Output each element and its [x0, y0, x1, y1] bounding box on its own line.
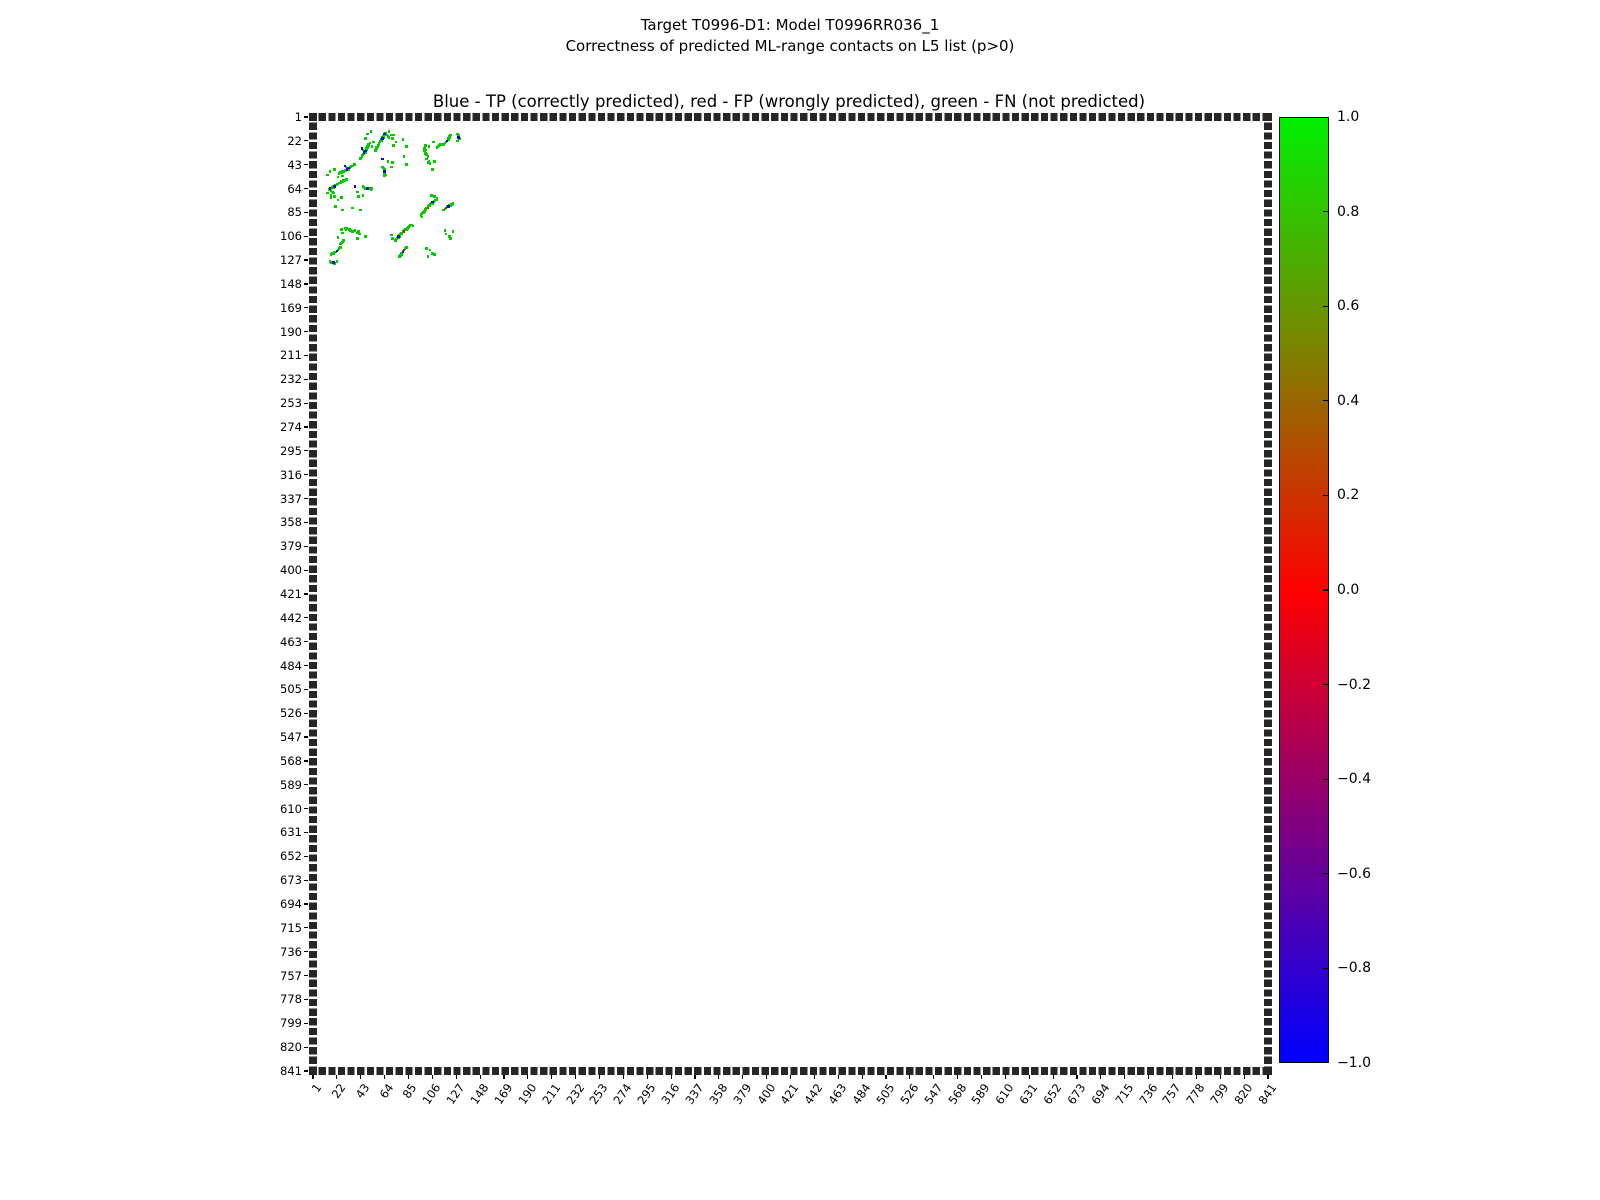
x-tick-mark — [790, 1075, 791, 1079]
colorbar-tick-mark — [1323, 873, 1329, 874]
x-tick-label: 400 — [754, 1081, 779, 1108]
contact-dot-fn — [337, 236, 340, 239]
plot-border-corner — [309, 113, 317, 121]
contact-dot-fn — [424, 144, 427, 147]
contact-dot-fn — [429, 249, 432, 252]
colorbar-tick-label: 0.0 — [1337, 582, 1360, 598]
contact-dot-fn — [412, 225, 415, 228]
x-tick-mark — [408, 1075, 409, 1079]
y-tick-label: 442 — [280, 610, 302, 625]
x-tick-mark — [599, 1075, 600, 1079]
x-tick-mark — [480, 1075, 481, 1079]
contact-dot-fn — [383, 175, 386, 178]
x-tick-mark — [360, 1075, 361, 1079]
y-tick-label: 652 — [280, 849, 302, 864]
contact-dot-tp — [344, 165, 347, 168]
plot-border-corner — [1264, 113, 1272, 121]
x-tick-label: 820 — [1231, 1081, 1256, 1108]
contact-dot-tp — [397, 235, 400, 238]
contact-dot-fn — [436, 146, 439, 149]
contact-dot-tp — [336, 250, 339, 253]
contact-dot-fn — [364, 137, 367, 140]
x-tick-label: 85 — [400, 1081, 420, 1102]
x-tick-label: 148 — [467, 1081, 492, 1108]
y-tick-label: 127 — [280, 253, 302, 268]
x-tick-mark — [909, 1075, 910, 1079]
contact-dot-fn — [428, 145, 431, 148]
contact-dot-fn — [425, 247, 428, 250]
y-tick-label: 463 — [280, 634, 302, 649]
contact-dot-fn — [359, 209, 362, 212]
y-tick-label: 64 — [287, 181, 302, 196]
x-tick-label: 778 — [1183, 1081, 1208, 1108]
y-tick-mark — [304, 593, 308, 594]
y-tick-mark — [304, 259, 308, 260]
x-tick-label: 442 — [801, 1081, 826, 1108]
contact-dot-fp — [403, 230, 406, 233]
x-tick-label: 736 — [1136, 1081, 1161, 1108]
x-tick-mark — [1053, 1075, 1054, 1079]
colorbar-tick-mark — [1323, 589, 1329, 590]
x-tick-mark — [503, 1075, 504, 1079]
contact-dot-fn — [405, 145, 408, 148]
x-tick-mark — [1220, 1075, 1221, 1079]
contact-dot-fn — [431, 168, 434, 171]
plot-border-right — [1264, 113, 1272, 1075]
contact-dot-tp — [329, 187, 332, 190]
contact-dot-tp — [366, 187, 369, 190]
contact-dot-fn — [442, 209, 445, 212]
colorbar-tick-label: 1.0 — [1337, 109, 1360, 125]
colorbar-tick-mark — [1323, 968, 1329, 969]
y-tick-label: 505 — [280, 682, 302, 697]
contact-dot-fn — [372, 141, 375, 144]
x-tick-mark — [647, 1075, 648, 1079]
colorbar-tick-label: −0.2 — [1337, 676, 1371, 693]
contact-dot-fn — [391, 161, 394, 164]
colorbar-tick-mark — [1323, 495, 1329, 496]
colorbar-tick-label: −0.4 — [1337, 771, 1371, 788]
y-tick-mark — [304, 140, 308, 141]
y-tick-mark — [304, 1070, 308, 1071]
contact-dot-tp — [332, 261, 335, 264]
contact-dot-fn — [445, 233, 448, 236]
colorbar-tick-mark — [1323, 684, 1329, 685]
contact-dot-tp — [383, 170, 386, 173]
contact-dot-fn — [390, 234, 393, 237]
x-tick-label: 1 — [308, 1081, 325, 1096]
contact-map-plot-area — [309, 113, 1272, 1075]
y-tick-label: 253 — [280, 396, 302, 411]
contact-dot-fn — [432, 141, 435, 144]
colorbar-gradient — [1279, 117, 1329, 1063]
x-tick-mark — [1029, 1075, 1030, 1079]
contact-dot-fn — [391, 237, 394, 240]
contact-dot-tp — [363, 151, 366, 154]
y-tick-mark — [304, 450, 308, 451]
y-tick-mark — [304, 116, 308, 117]
contact-dot-fn — [371, 187, 374, 190]
contact-dot-fn — [356, 191, 359, 194]
y-tick-mark — [304, 641, 308, 642]
x-tick-mark — [336, 1075, 337, 1079]
contact-dot-tp — [333, 185, 336, 188]
contact-dot-fn — [442, 143, 445, 146]
y-tick-mark — [304, 331, 308, 332]
y-tick-label: 358 — [280, 515, 302, 530]
contact-dot-tp — [381, 158, 384, 161]
y-tick-label: 85 — [287, 205, 302, 220]
y-tick-mark — [304, 832, 308, 833]
y-tick-label: 715 — [280, 920, 302, 935]
y-tick-label: 148 — [280, 276, 302, 291]
x-tick-label: 211 — [539, 1081, 564, 1108]
x-tick-mark — [862, 1075, 863, 1079]
x-tick-label: 22 — [328, 1081, 349, 1102]
y-tick-mark — [304, 736, 308, 737]
y-tick-label: 673 — [280, 873, 302, 888]
contact-dot-fn — [456, 140, 459, 143]
y-tick-mark — [304, 689, 308, 690]
x-tick-mark — [1148, 1075, 1149, 1079]
x-tick-mark — [933, 1075, 934, 1079]
x-tick-label: 358 — [706, 1081, 731, 1108]
contact-dot-fn — [362, 194, 365, 197]
plot-border-top — [309, 113, 1272, 121]
x-tick-mark — [838, 1075, 839, 1079]
y-tick-mark — [304, 665, 308, 666]
y-tick-mark — [304, 903, 308, 904]
colorbar-tick-label: −0.8 — [1337, 960, 1371, 977]
x-tick-label: 106 — [419, 1081, 444, 1108]
y-tick-mark — [304, 307, 308, 308]
x-tick-mark — [1005, 1075, 1006, 1079]
x-tick-label: 694 — [1088, 1081, 1113, 1108]
colorbar-tick-mark — [1323, 306, 1329, 307]
contact-dot-fn — [452, 230, 455, 233]
y-tick-mark — [304, 713, 308, 714]
figure-title-line2: Correctness of predicted ML-range contacts on L5 list (p>0) — [565, 37, 1015, 55]
contact-dot-fn — [392, 134, 395, 137]
x-tick-label: 631 — [1016, 1081, 1041, 1108]
y-tick-mark — [304, 784, 308, 785]
y-tick-label: 43 — [287, 157, 302, 172]
colorbar-tick-label: 0.2 — [1337, 487, 1360, 504]
contact-dot-fn — [332, 192, 335, 195]
x-tick-mark — [1196, 1075, 1197, 1079]
y-tick-label: 736 — [280, 944, 302, 959]
contact-dot-fn — [444, 229, 447, 232]
y-tick-mark — [304, 856, 308, 857]
x-tick-mark — [766, 1075, 767, 1079]
y-tick-mark — [304, 426, 308, 427]
contact-dot-fn — [371, 145, 374, 148]
contact-dot-tp — [446, 140, 449, 143]
y-tick-mark — [304, 617, 308, 618]
contact-dot-fn — [340, 196, 343, 199]
y-tick-label: 400 — [280, 563, 302, 578]
y-tick-mark — [304, 546, 308, 547]
contact-dot-fn — [449, 237, 452, 240]
x-tick-label: 757 — [1159, 1081, 1184, 1108]
x-tick-mark — [1076, 1075, 1077, 1079]
plot-border-corner — [1264, 1067, 1272, 1075]
x-tick-mark — [575, 1075, 576, 1079]
contact-dot-fn — [387, 160, 390, 163]
contact-dot-fn — [421, 216, 424, 219]
contact-dot-fn — [402, 138, 405, 141]
contact-dot-tp — [354, 185, 357, 188]
x-tick-label: 610 — [992, 1081, 1017, 1108]
x-tick-label: 274 — [610, 1081, 635, 1108]
x-tick-label: 673 — [1064, 1081, 1089, 1108]
plot-border-corner — [309, 1067, 317, 1075]
y-tick-label: 169 — [280, 300, 302, 315]
x-tick-label: 505 — [873, 1081, 898, 1108]
contact-dot-fn — [341, 175, 344, 178]
y-tick-mark — [304, 283, 308, 284]
contact-dot-fn — [333, 195, 336, 198]
x-tick-mark — [1124, 1075, 1125, 1079]
x-tick-mark — [456, 1075, 457, 1079]
x-tick-label: 484 — [849, 1081, 874, 1108]
y-tick-mark — [304, 880, 308, 881]
y-tick-label: 337 — [280, 491, 302, 506]
x-tick-label: 463 — [825, 1081, 850, 1108]
contact-dot-tp — [383, 133, 386, 136]
y-tick-label: 484 — [280, 658, 302, 673]
x-tick-mark — [957, 1075, 958, 1079]
y-tick-label: 589 — [280, 777, 302, 792]
x-tick-label: 526 — [897, 1081, 922, 1108]
y-tick-mark — [304, 474, 308, 475]
y-tick-label: 799 — [280, 1016, 302, 1031]
y-tick-mark — [304, 951, 308, 952]
contact-dot-fn — [388, 136, 391, 139]
y-tick-label: 757 — [280, 968, 302, 983]
x-tick-mark — [1100, 1075, 1101, 1079]
x-tick-label: 190 — [515, 1081, 540, 1108]
y-tick-mark — [304, 570, 308, 571]
x-tick-label: 43 — [352, 1081, 373, 1102]
y-tick-mark — [304, 498, 308, 499]
y-tick-label: 295 — [280, 443, 302, 458]
contact-dot-fn — [429, 162, 432, 165]
y-tick-label: 232 — [280, 372, 302, 387]
x-tick-mark — [384, 1075, 385, 1079]
y-tick-mark — [304, 760, 308, 761]
contact-dot-fn — [329, 170, 332, 173]
y-tick-label: 820 — [280, 1040, 302, 1055]
contact-dot-fn — [356, 237, 359, 240]
y-tick-label: 694 — [280, 897, 302, 912]
x-tick-label: 127 — [443, 1081, 468, 1108]
x-tick-label: 253 — [586, 1081, 611, 1108]
y-tick-label: 841 — [280, 1063, 302, 1078]
y-tick-mark — [304, 975, 308, 976]
x-tick-label: 799 — [1207, 1081, 1232, 1108]
contact-dot-fn — [340, 228, 343, 231]
x-tick-mark — [1267, 1075, 1268, 1079]
contact-dot-fp — [427, 207, 430, 210]
contact-dot-fn — [405, 163, 408, 166]
y-tick-label: 211 — [280, 348, 302, 363]
contact-dot-fn — [392, 144, 395, 147]
x-tick-mark — [981, 1075, 982, 1079]
x-tick-mark — [623, 1075, 624, 1079]
y-tick-label: 274 — [280, 420, 302, 435]
contact-dot-tp — [447, 205, 450, 208]
contact-dot-fn — [339, 246, 342, 249]
contact-dot-fn — [395, 141, 398, 144]
y-tick-label: 526 — [280, 706, 302, 721]
x-tick-label: 421 — [777, 1081, 802, 1108]
contact-dot-fn — [326, 174, 329, 177]
contact-dot-fn — [333, 168, 336, 171]
colorbar-tick-label: 0.4 — [1337, 392, 1360, 409]
colorbar-tick-label: 0.6 — [1337, 298, 1360, 315]
colorbar-tick-mark — [1323, 400, 1329, 401]
plot-border-bottom — [309, 1067, 1272, 1075]
y-tick-label: 421 — [280, 586, 302, 601]
y-tick-mark — [304, 164, 308, 165]
y-tick-mark — [304, 927, 308, 928]
x-tick-label: 295 — [634, 1081, 659, 1108]
x-tick-mark — [814, 1075, 815, 1079]
y-tick-label: 778 — [280, 992, 302, 1007]
y-tick-mark — [304, 1047, 308, 1048]
contact-dot-fn — [351, 207, 354, 210]
x-tick-mark — [551, 1075, 552, 1079]
x-tick-label: 316 — [658, 1081, 683, 1108]
contact-dot-fn — [370, 130, 373, 133]
x-tick-label: 715 — [1112, 1081, 1137, 1108]
contact-dot-tp — [361, 147, 364, 150]
x-tick-label: 652 — [1040, 1081, 1065, 1108]
x-tick-mark — [718, 1075, 719, 1079]
y-tick-label: 547 — [280, 730, 302, 745]
colorbar-tick-label: −0.6 — [1337, 865, 1371, 882]
y-tick-mark — [304, 522, 308, 523]
contact-dot-fn — [364, 235, 367, 238]
colorbar-tick-mark — [1323, 211, 1329, 212]
x-tick-label: 337 — [682, 1081, 707, 1108]
contact-dot-fn — [336, 260, 339, 263]
x-tick-label: 589 — [968, 1081, 993, 1108]
y-tick-label: 316 — [280, 467, 302, 482]
contact-dot-fn — [326, 192, 329, 195]
x-tick-mark — [885, 1075, 886, 1079]
contact-dot-fn — [390, 166, 393, 169]
y-tick-label: 610 — [280, 801, 302, 816]
contact-dot-tp — [381, 137, 384, 140]
x-tick-mark — [432, 1075, 433, 1079]
colorbar-tick-label: 0.8 — [1337, 203, 1360, 220]
y-tick-mark — [304, 379, 308, 380]
x-tick-label: 232 — [563, 1081, 588, 1108]
x-tick-mark — [694, 1075, 695, 1079]
y-tick-label: 190 — [280, 324, 302, 339]
contact-dot-fn — [403, 155, 406, 158]
contact-dot-fn — [354, 163, 357, 166]
contact-dot-fn — [337, 199, 340, 202]
y-tick-mark — [304, 188, 308, 189]
contact-dot-fn — [341, 209, 344, 212]
x-tick-label: 547 — [921, 1081, 946, 1108]
y-tick-mark — [304, 999, 308, 1000]
plot-border-left — [309, 113, 317, 1075]
y-tick-mark — [304, 1023, 308, 1024]
colorbar-tick-label: −1.0 — [1337, 1055, 1371, 1071]
contact-dot-fn — [341, 232, 344, 235]
contact-dot-fn — [427, 255, 430, 258]
contact-dot-fn — [342, 239, 345, 242]
y-tick-mark — [304, 403, 308, 404]
y-tick-mark — [304, 808, 308, 809]
colorbar-tick-mark — [1323, 779, 1329, 780]
x-tick-label: 379 — [730, 1081, 755, 1108]
contact-dot-tp — [457, 136, 460, 139]
y-tick-label: 1 — [294, 110, 302, 124]
x-tick-label: 568 — [945, 1081, 970, 1108]
contact-dot-fn — [358, 233, 361, 236]
contact-dot-tp — [347, 167, 350, 170]
axes-title-legend: Blue - TP (correctly predicted), red - FP (wrongly predicted), green - FN (not predicted) — [432, 92, 1146, 111]
x-tick-mark — [742, 1075, 743, 1079]
x-tick-mark — [527, 1075, 528, 1079]
contact-dot-fn — [433, 253, 436, 256]
contact-dot-fn — [337, 176, 340, 179]
contact-dot-tp — [402, 251, 405, 254]
contact-dot-fn — [391, 137, 394, 140]
contact-dot-fn — [346, 178, 349, 181]
y-tick-label: 379 — [280, 539, 302, 554]
y-tick-label: 22 — [287, 133, 302, 148]
x-tick-label: 64 — [376, 1081, 397, 1102]
x-tick-mark — [671, 1075, 672, 1079]
figure-title-line1: Target T0996-D1: Model T0996RR036_1 — [640, 16, 940, 34]
contact-dot-fn — [405, 246, 408, 249]
contact-dot-fn — [366, 133, 369, 136]
contact-dot-fn — [388, 130, 391, 133]
x-tick-label: 841 — [1255, 1081, 1280, 1108]
y-tick-mark — [304, 236, 308, 237]
x-tick-mark — [312, 1075, 313, 1079]
contact-dot-fn — [433, 160, 436, 163]
x-tick-mark — [1172, 1075, 1173, 1079]
x-tick-label: 169 — [491, 1081, 516, 1108]
contact-dot-fn — [330, 196, 333, 199]
contact-dot-fn — [357, 195, 360, 198]
contact-dot-fn — [359, 158, 362, 161]
y-tick-mark — [304, 355, 308, 356]
y-tick-label: 568 — [280, 753, 302, 768]
contact-dot-fn — [433, 195, 436, 198]
y-tick-label: 631 — [280, 825, 302, 840]
y-tick-mark — [304, 212, 308, 213]
x-tick-mark — [1244, 1075, 1245, 1079]
contact-dot-fn — [430, 194, 433, 197]
contact-dot-fn — [374, 150, 377, 153]
y-tick-label: 106 — [280, 229, 302, 244]
contact-dot-tp — [431, 201, 434, 204]
contact-dot-fn — [334, 205, 337, 208]
